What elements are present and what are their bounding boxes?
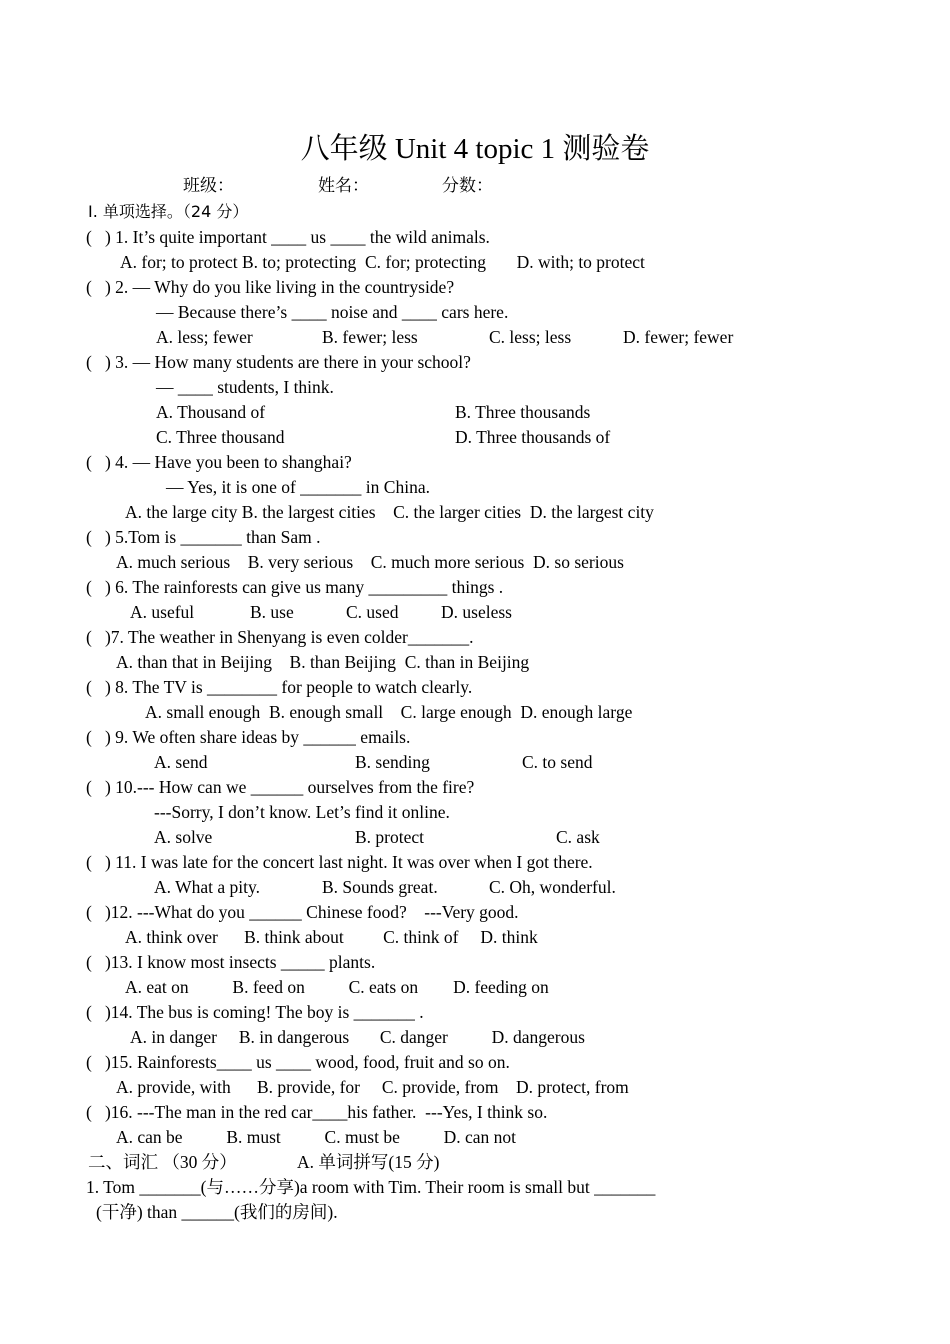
question-16: ( )16. ---The man in the red car____his father. ---Yes, I think so. — [86, 1102, 548, 1122]
question-10-option-c: C. ask — [556, 827, 600, 847]
question-9: ( ) 9. We often share ideas by ______ emails. — [86, 727, 411, 747]
question-2-option-a: A. less; fewer — [156, 327, 253, 347]
question-14-options: A. in danger B. in dangerous C. danger D. dangerous — [130, 1027, 585, 1047]
question-2-option-c: C. less; less — [489, 327, 572, 347]
question-6-option-c: C. used — [346, 602, 399, 622]
question-10: ( ) 10.--- How can we ______ ourselves from the fire? — [86, 777, 475, 797]
question-3-line2: — ____ students, I think. — [156, 377, 334, 397]
word-question-1-line2: (干净) than ______(我们的房间). — [96, 1202, 338, 1222]
score-label: 分数： — [442, 176, 493, 195]
question-3: ( ) 3. — How many students are there in your school? — [86, 352, 471, 372]
question-8: ( ) 8. The TV is ________ for people to watch clearly. — [86, 677, 473, 697]
question-7: ( )7. The weather in Shenyang is even colder_______. — [86, 627, 474, 647]
question-2: ( ) 2. — Why do you like living in the countryside? — [86, 277, 455, 297]
question-1-options: A. for; to protect B. to; protecting C. for; protecting D. with; to protect — [120, 252, 645, 272]
question-5-options: A. much serious B. very serious C. much more serious D. so serious — [116, 552, 624, 572]
question-6-option-d: D. useless — [441, 602, 512, 622]
question-5: ( ) 5.Tom is _______ than Sam . — [86, 527, 321, 547]
page-title: 八年级 Unit 4 topic 1 测验卷 — [300, 133, 650, 165]
question-2-option-b: B. fewer; less — [322, 327, 418, 347]
question-6-option-b: B. use — [250, 602, 294, 622]
question-3-option-a: A. Thousand of — [156, 402, 266, 422]
question-1: ( ) 1. It’s quite important ____ us ____ the wild animals. — [86, 227, 490, 247]
question-3-option-b: B. Three thousands — [455, 402, 591, 422]
question-2-line2: — Because there’s ____ noise and ____ cars here. — [156, 302, 509, 322]
class-label: 班级： — [183, 176, 234, 195]
question-11-option-b: B. Sounds great. — [322, 877, 438, 897]
question-4-options: A. the large city B. the largest cities C. the larger cities D. the largest city — [125, 502, 654, 522]
question-4: ( ) 4. — Have you been to shanghai? — [86, 452, 352, 472]
word-question-1: 1. Tom _______(与……分享)a room with Tim. Their room is small but _______ — [86, 1177, 656, 1197]
question-10-option-b: B. protect — [355, 827, 425, 847]
question-3-option-c: C. Three thousand — [156, 427, 285, 447]
question-12: ( )12. ---What do you ______ Chinese food? ---Very good. — [86, 902, 519, 922]
section-heading-2a: A. 单词拼写(15 分) — [297, 1152, 440, 1172]
section-heading-1: Ⅰ. 单项选择。（24 分） — [88, 202, 249, 221]
question-12-options: A. think over B. think about C. think of D. think — [125, 927, 538, 947]
section-heading-2: 二、词汇 （30 分） — [88, 1152, 237, 1172]
question-3-option-d: D. Three thousands of — [455, 427, 611, 447]
question-4-line2: — Yes, it is one of _______ in China. — [166, 477, 430, 497]
question-15-options: A. provide, with B. provide, for C. provide, from D. protect, from — [116, 1077, 629, 1097]
question-16-options: A. can be B. must C. must be D. can not — [116, 1127, 517, 1147]
question-9-option-b: B. sending — [355, 752, 430, 772]
question-14: ( )14. The bus is coming! The boy is _______ . — [86, 1002, 424, 1022]
question-10-option-a: A. solve — [154, 827, 213, 847]
question-15: ( )15. Rainforests____ us ____ wood, food, fruit and so on. — [86, 1052, 510, 1072]
question-13: ( )13. I know most insects _____ plants. — [86, 952, 376, 972]
question-9-option-a: A. send — [154, 752, 208, 772]
question-6-option-a: A. useful — [130, 602, 195, 622]
question-9-option-c: C. to send — [522, 752, 593, 772]
question-11: ( ) 11. I was late for the concert last night. It was over when I got there. — [86, 852, 593, 872]
question-2-option-d: D. fewer; fewer — [623, 327, 734, 347]
question-7-options: A. than that in Beijing B. than Beijing C. than in Beijing — [116, 652, 530, 672]
question-11-option-a: A. What a pity. — [154, 877, 260, 897]
question-11-option-c: C. Oh, wonderful. — [489, 877, 616, 897]
question-13-options: A. eat on B. feed on C. eats on D. feeding on — [125, 977, 549, 997]
question-10-line2: ---Sorry, I don’t know. Let’s find it online. — [154, 802, 450, 822]
question-8-options: A. small enough B. enough small C. large enough D. enough large — [145, 702, 633, 722]
name-label: 姓名： — [318, 176, 369, 195]
question-6: ( ) 6. The rainforests can give us many _________ things . — [86, 577, 504, 597]
